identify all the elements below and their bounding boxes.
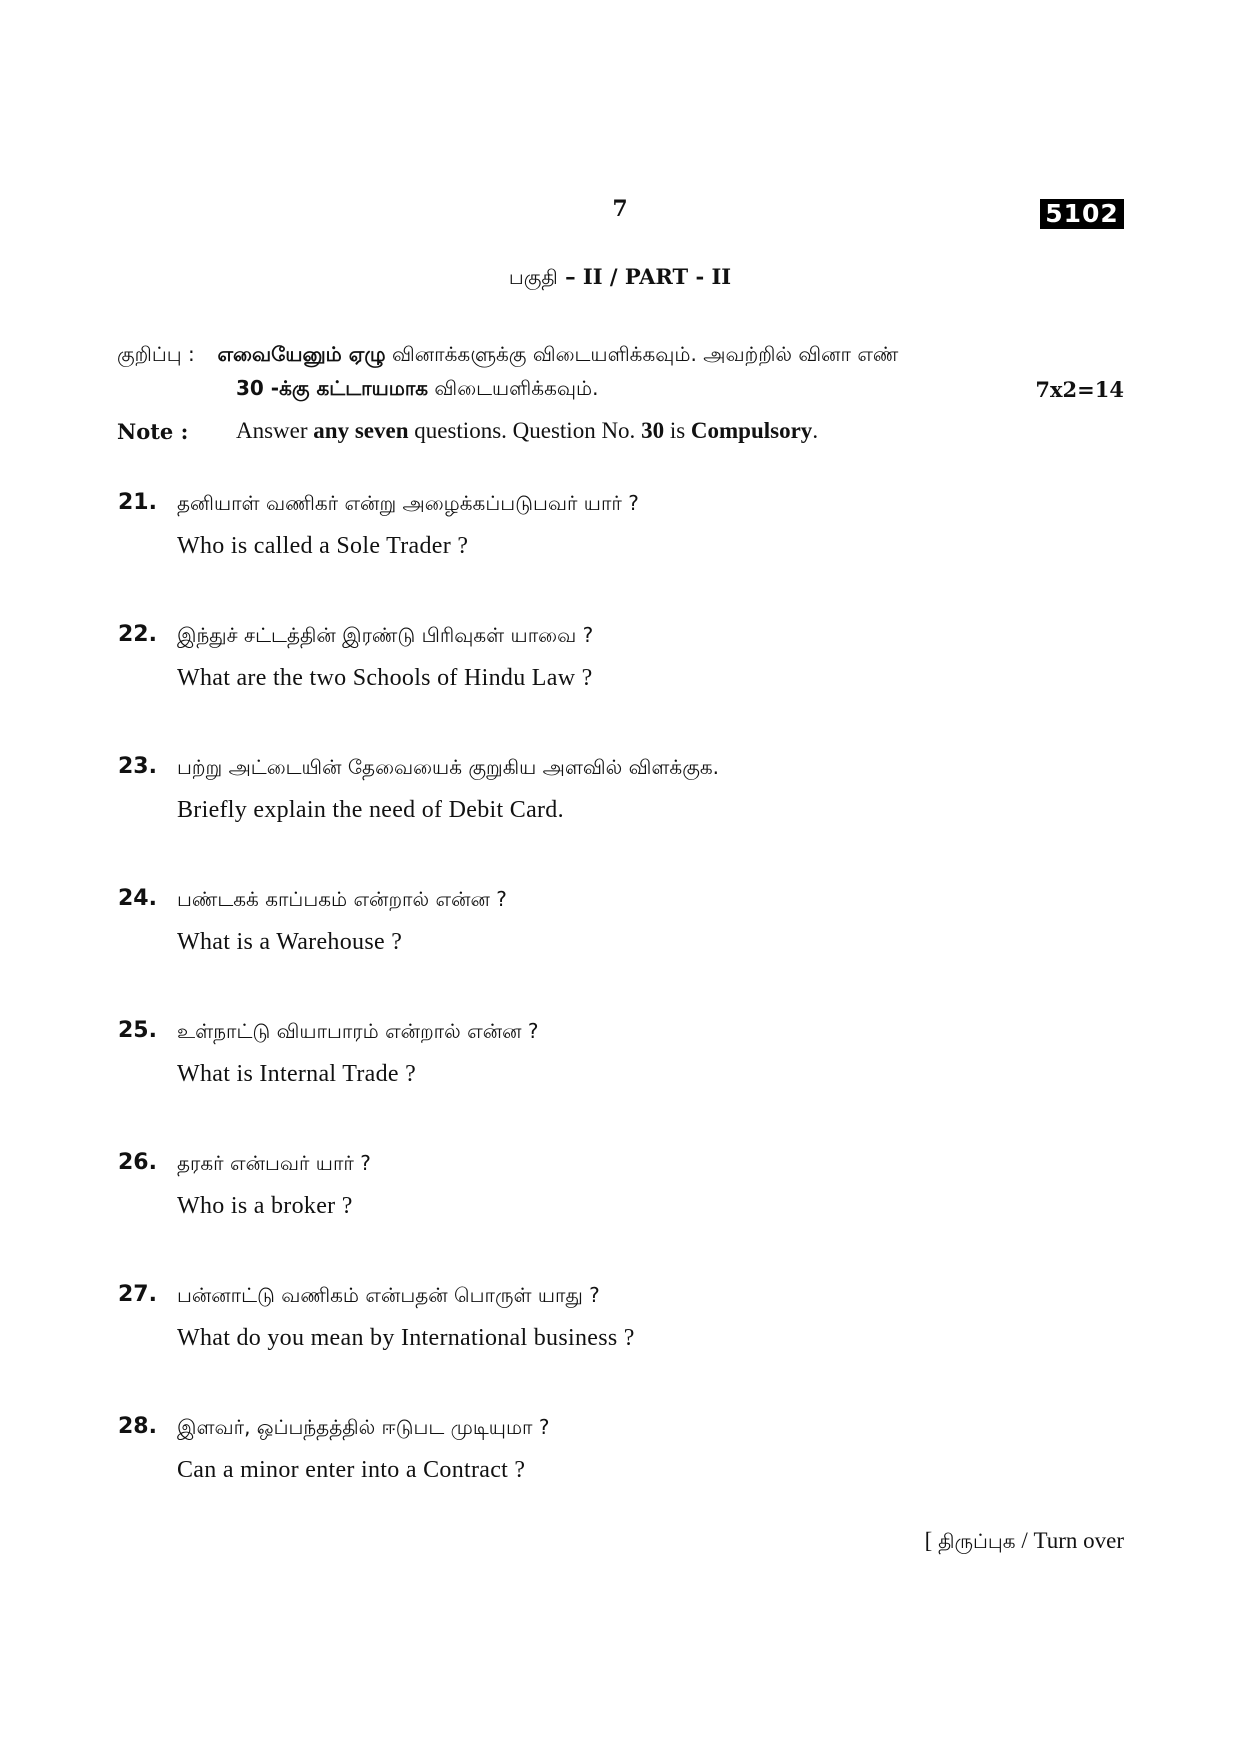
question-number: 22.	[118, 622, 157, 647]
question-tamil: தனியாள் வணிகர் என்று அழைக்கப்படுபவர் யார் ?	[177, 491, 639, 515]
part-title	[0, 264, 1240, 292]
turn-over-footer	[925, 1528, 1124, 1556]
note-label: Note :	[117, 419, 189, 444]
paper-code-badge: 5102	[1040, 199, 1124, 229]
footer-separator: /	[1015, 1528, 1034, 1553]
question-tamil: பன்னாட்டு வணிகம் என்பதன் பொருள் யாது ?	[177, 1283, 600, 1307]
question-english: Briefly explain the need of Debit Card.	[177, 797, 564, 823]
marks-allocation: 7x2=14	[1035, 377, 1124, 402]
page-number: 7	[612, 196, 628, 222]
question-english: What is a Warehouse ?	[177, 929, 403, 955]
footer-turn-over-english: Turn over	[1033, 1528, 1124, 1553]
note-part1: Answer	[236, 418, 314, 443]
note-end: .	[812, 418, 819, 443]
instruction-label-tamil: குறிப்பு :	[117, 342, 195, 366]
question-tamil: பற்று அட்டையின் தேவையைக் குறுகிய அளவில் விளக்குக.	[177, 755, 720, 779]
note-any-seven: any seven	[313, 418, 409, 443]
instruction-tamil-bold2: 30 -க்கு கட்டாயமாக	[236, 376, 429, 400]
question-number: 25.	[118, 1018, 157, 1043]
question-tamil: இந்துச் சட்டத்தின் இரண்டு பிரிவுகள் யாவை ?	[177, 623, 594, 647]
footer-bracket: [	[924, 1528, 939, 1553]
part-title-english: II / PART - II	[582, 264, 732, 289]
question-english: What is Internal Trade ?	[177, 1061, 417, 1087]
question-number: 21.	[118, 490, 157, 515]
question-english: What do you mean by International business ?	[177, 1325, 635, 1351]
question-tamil: உள்நாட்டு வியாபாரம் என்றால் என்ன ?	[177, 1019, 539, 1043]
part-title-tamil: பகுதி	[508, 265, 558, 289]
instruction-tamil-rest1: வினாக்களுக்கு விடையளிக்கவும். அவற்றில் வினா எண்	[385, 342, 899, 366]
question-number: 26.	[118, 1150, 157, 1175]
note-text	[236, 418, 818, 444]
question-tamil: தரகர் என்பவர் யார் ?	[177, 1151, 371, 1175]
question-english: Can a minor enter into a Contract ?	[177, 1457, 526, 1483]
question-number: 27.	[118, 1282, 157, 1307]
note-compulsory: Compulsory	[690, 418, 813, 443]
question-tamil: இளவர், ஒப்பந்தத்தில் ஈடுபட முடியுமா ?	[177, 1415, 550, 1439]
question-english: Who is a broker ?	[177, 1193, 353, 1219]
question-tamil: பண்டகக் காப்பகம் என்றால் என்ன ?	[177, 887, 507, 911]
instruction-tamil-line1	[117, 342, 898, 369]
instruction-tamil-bold1: எவையேனும் ஏழு	[217, 342, 386, 366]
note-part2: questions. Question No.	[408, 418, 642, 443]
footer-turn-over-tamil: திருப்புக	[938, 1529, 1016, 1553]
question-number: 24.	[118, 886, 157, 911]
question-english: What are the two Schools of Hindu Law ?	[177, 665, 593, 691]
note-part3: is	[664, 418, 691, 443]
question-number: 28.	[118, 1414, 157, 1439]
part-title-separator: –	[557, 264, 583, 289]
question-english: Who is called a Sole Trader ?	[177, 533, 469, 559]
instruction-tamil-rest2: விடையளிக்கவும்.	[428, 376, 599, 400]
instruction-tamil-line2	[236, 376, 598, 403]
question-number: 23.	[118, 754, 157, 779]
note-question-30: 30	[641, 418, 665, 443]
